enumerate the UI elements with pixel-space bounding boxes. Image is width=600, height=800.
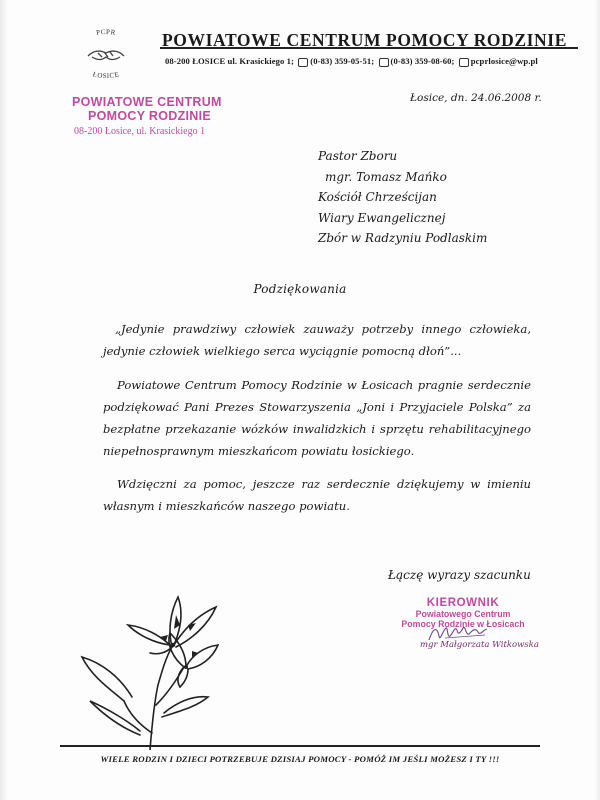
signature-stamp-line-1: Powiatowego Centrum — [415, 609, 511, 619]
flower-illustration — [80, 585, 230, 750]
letter-subject: Podziękowania — [253, 282, 347, 296]
footer-rule — [60, 745, 540, 747]
body-paragraph-2: Wdzięczni za pomoc, jeszcze raz serdecznie dziękujemy w imieniu własnym i mieszkańców naszego powiatu. — [103, 477, 531, 513]
handshake-icon — [88, 51, 124, 59]
signature-stamp-line-2: Pomocy Rodzinie w Łosicach — [401, 619, 525, 629]
logo-text-top: PCPR — [95, 27, 117, 37]
page-edge-shadow-right — [594, 0, 600, 800]
place-date: Łosice, dn. 24.06.2008 r. — [410, 92, 542, 104]
contact-line — [165, 56, 575, 67]
recipient-line: Kościół Chrześcijan — [318, 190, 437, 204]
contact-address: 08-200 ŁOSICE ul. Krasickiego 1; — [165, 56, 295, 66]
stamp-line-3: 08-200 Łosice, ul. Krasickiego 1 — [74, 126, 206, 137]
stamp-line-1: POWIATOWE CENTRUM — [72, 95, 222, 109]
contact-email: pcprlosice@wp.pl — [470, 56, 538, 66]
footer-slogan: WIELE RODZIN I DZIECI POTRZEBUJE DZISIAJ POMOCY - POMÓŻ IM JEŚLI MOŻESZ I TY !!! — [100, 754, 500, 764]
svg-text:PCPR — [96, 28, 117, 37]
signatory-name: mgr Małgorzata Witkowska — [420, 640, 539, 650]
body-quote: „Jedynie prawdziwy człowiek zauważy potrzeby innego człowieka, jedynie człowiek wielkiego serca wyciągnie pomocną dłoń”... — [103, 322, 531, 358]
organization-title: POWIATOWE CENTRUM POMOCY RODZINIE — [162, 30, 567, 50]
svg-text:ŁOSICE — [92, 70, 120, 80]
organization-logo — [62, 26, 150, 80]
stamp-line-2: POMOCY RODZINIE — [88, 109, 212, 123]
fax-icon — [379, 58, 389, 67]
body-paragraph-1: Powiatowe Centrum Pomocy Rodzinie w Łosicach pragnie serdecznie podziękować Pani Prezes Stowarzyszenia „Joni i Przyjaciele Polska” za bezpłatne przekazanie wózków inwalidzkich i sprzętu rehabilitacyjnego niepełnosprawnym mieszkańcom powiatu łosickiego. — [103, 378, 531, 458]
contact-phone-1: (0-83) 359-05-51; — [310, 56, 375, 66]
recipient-line: Zbór w Radzyniu Podlaskim — [318, 231, 488, 245]
recipient-line: Pastor Zboru — [318, 149, 398, 163]
page-edge-shadow — [0, 0, 8, 800]
contact-phone-2: (0-83) 359-08-60; — [390, 56, 455, 66]
email-icon — [459, 58, 469, 67]
recipient-line: mgr. Tomasz Mańko — [325, 169, 447, 184]
letter-body — [103, 318, 531, 528]
recipient-line: Wiary Ewangelicznej — [318, 210, 446, 225]
phone-icon — [298, 58, 308, 67]
sender-stamp — [72, 95, 302, 137]
closing-line: Łączę wyrazy szacunku — [388, 568, 531, 582]
recipient-block — [318, 146, 487, 249]
signature-stamp-title: KIEROWNIK — [426, 597, 500, 609]
logo-text-bottom: ŁOSICE — [91, 70, 121, 80]
